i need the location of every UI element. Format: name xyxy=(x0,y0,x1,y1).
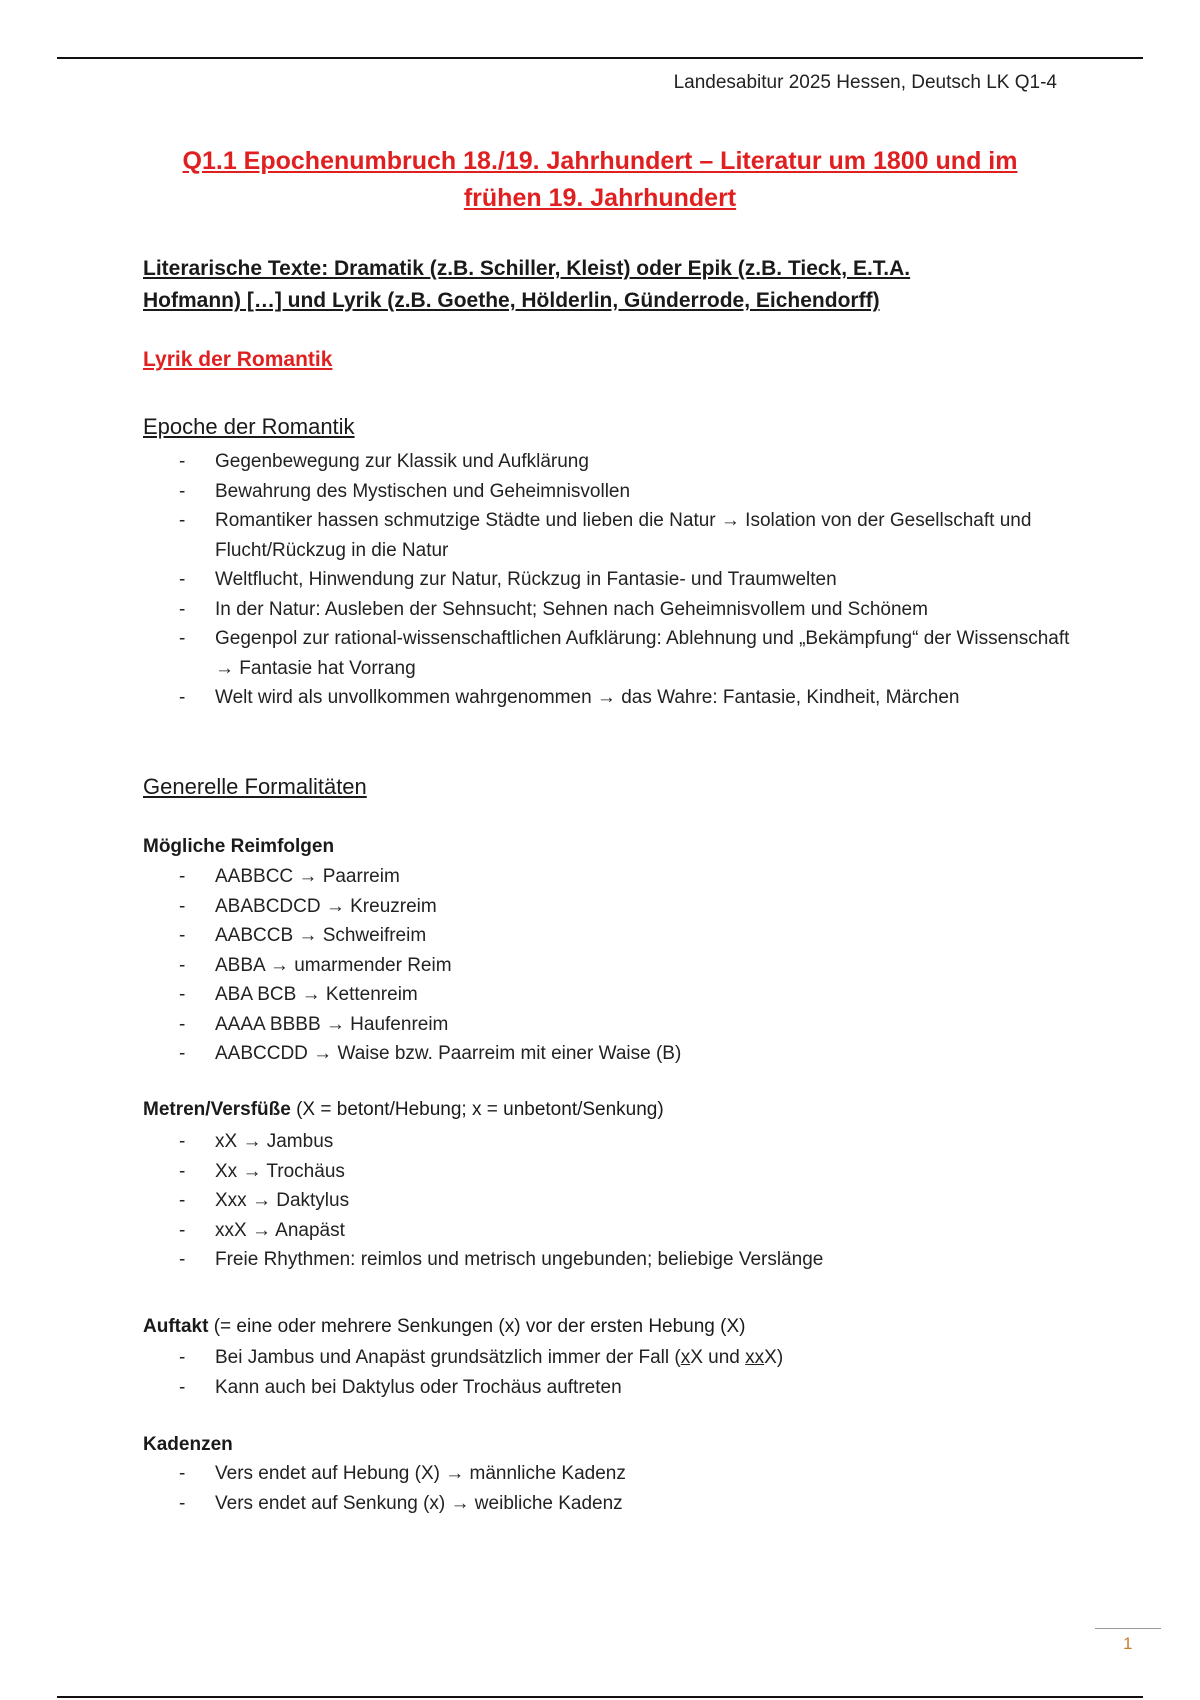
list-item: - Welt wird als unvollkommen wahrgenommen → das Wahre: Fantasie, Kindheit, Märchen xyxy=(143,683,1083,713)
list-item: - Bewahrung des Mystischen und Geheimnisvollen xyxy=(143,477,1083,507)
reim-list xyxy=(143,862,1083,1069)
list-item: - Vers endet auf Senkung (x) → weibliche Kadenz xyxy=(143,1489,1083,1519)
kadenzen-heading xyxy=(143,1434,233,1456)
list-item: - Gegenbewegung zur Klassik und Aufklärung xyxy=(143,447,1083,477)
list-item xyxy=(143,1343,1083,1373)
title-line-2: frühen 19. Jahrhundert xyxy=(463,184,737,212)
auftakt-list xyxy=(143,1343,1083,1402)
formal-heading: Generelle Formalitäten xyxy=(143,774,367,799)
list-item: - Romantiker hassen schmutzige Städte und lieben die Natur → Isolation von der Gesellschaft und Flucht/Rückzug in die Natur xyxy=(143,506,1083,565)
auftakt-item1-underlined-2: xx xyxy=(745,1347,765,1368)
auftakt-heading-label: Auftakt xyxy=(143,1316,209,1337)
list-item: - Freie Rhythmen: reimlos und metrisch ungebunden; beliebige Verslänge xyxy=(143,1245,1083,1275)
metren-note: (X = betont/Hebung; x = unbetont/Senkung) xyxy=(296,1099,664,1120)
auftakt-item1-middle: X und xyxy=(690,1347,746,1368)
auftakt-item1-end: X) xyxy=(764,1347,784,1368)
list-item: - Xxx → Daktylus xyxy=(143,1186,1083,1216)
list-item: - xxX → Anapäst xyxy=(143,1216,1083,1246)
list-item: - Weltflucht, Hinwendung zur Natur, Rückzug in Fantasie- und Traumwelten xyxy=(143,565,1083,595)
epoche-list xyxy=(143,447,1083,713)
metren-heading-label: Metren/Versfüße xyxy=(143,1099,291,1120)
page-title xyxy=(130,143,1070,217)
page-number-rule xyxy=(1095,1628,1161,1629)
header-rule xyxy=(57,57,1143,59)
kadenzen-list xyxy=(143,1459,1083,1518)
kadenzen-heading-label: Kadenzen xyxy=(143,1434,233,1455)
list-item: - ABBA → umarmender Reim xyxy=(143,951,1083,981)
list-item: - Gegenpol zur rational-wissenschaftlichen Aufklärung: Ablehnung und „Bekämpfung“ der Wissenschaft → Fantasie hat Vorrang xyxy=(143,624,1083,683)
list-item: - ABA BCB → Kettenreim xyxy=(143,980,1083,1010)
list-item: - AABCCDD → Waise bzw. Paarreim mit einer Waise (B) xyxy=(143,1039,1083,1069)
auftakt-heading xyxy=(143,1316,745,1338)
reim-heading xyxy=(143,836,334,858)
auftakt-item1-text: Bei Jambus und Anapäst grundsätzlich immer der Fall ( xyxy=(215,1347,681,1368)
list-item: - Kann auch bei Daktylus oder Trochäus auftreten xyxy=(143,1373,1083,1403)
metren-list xyxy=(143,1127,1083,1275)
topic-line-2: Hofmann) […] und Lyrik (z.B. Goethe, Hölderlin, Günderrode, Eichendorff) xyxy=(143,289,880,312)
lyrik-heading: Lyrik der Romantik xyxy=(143,348,333,371)
auftakt-note: (= eine oder mehrere Senkungen (x) vor der ersten Hebung (X) xyxy=(213,1316,746,1337)
auftakt-item1-underlined-1: x xyxy=(680,1347,691,1368)
footer-rule xyxy=(57,1696,1143,1698)
list-item: - AAAA BBBB → Haufenreim xyxy=(143,1010,1083,1040)
list-item: - xX → Jambus xyxy=(143,1127,1083,1157)
list-item: - In der Natur: Ausleben der Sehnsucht; Sehnen nach Geheimnisvollem und Schönem xyxy=(143,595,1083,625)
metren-heading xyxy=(143,1099,664,1121)
list-item: - AABCCB → Schweifreim xyxy=(143,921,1083,951)
page-number: 1 xyxy=(1123,1634,1133,1653)
reim-heading-label: Mögliche Reimfolgen xyxy=(143,836,335,857)
topic-line-1: Literarische Texte: Dramatik (z.B. Schiller, Kleist) oder Epik (z.B. Tieck, E.T.A. xyxy=(143,257,911,280)
document-header: Landesabitur 2025 Hessen, Deutsch LK Q1-4 xyxy=(673,72,1057,93)
topic-description xyxy=(143,253,1043,317)
epoche-heading: Epoche der Romantik xyxy=(143,414,355,439)
list-item: - ABABCDCD → Kreuzreim xyxy=(143,892,1083,922)
title-line-1: Q1.1 Epochenumbruch 18./19. Jahrhundert – Literatur um 1800 und im xyxy=(182,147,1018,175)
list-item: - Xx → Trochäus xyxy=(143,1157,1083,1187)
list-item: - AABBCC → Paarreim xyxy=(143,862,1083,892)
list-item: - Vers endet auf Hebung (X) → männliche Kadenz xyxy=(143,1459,1083,1489)
